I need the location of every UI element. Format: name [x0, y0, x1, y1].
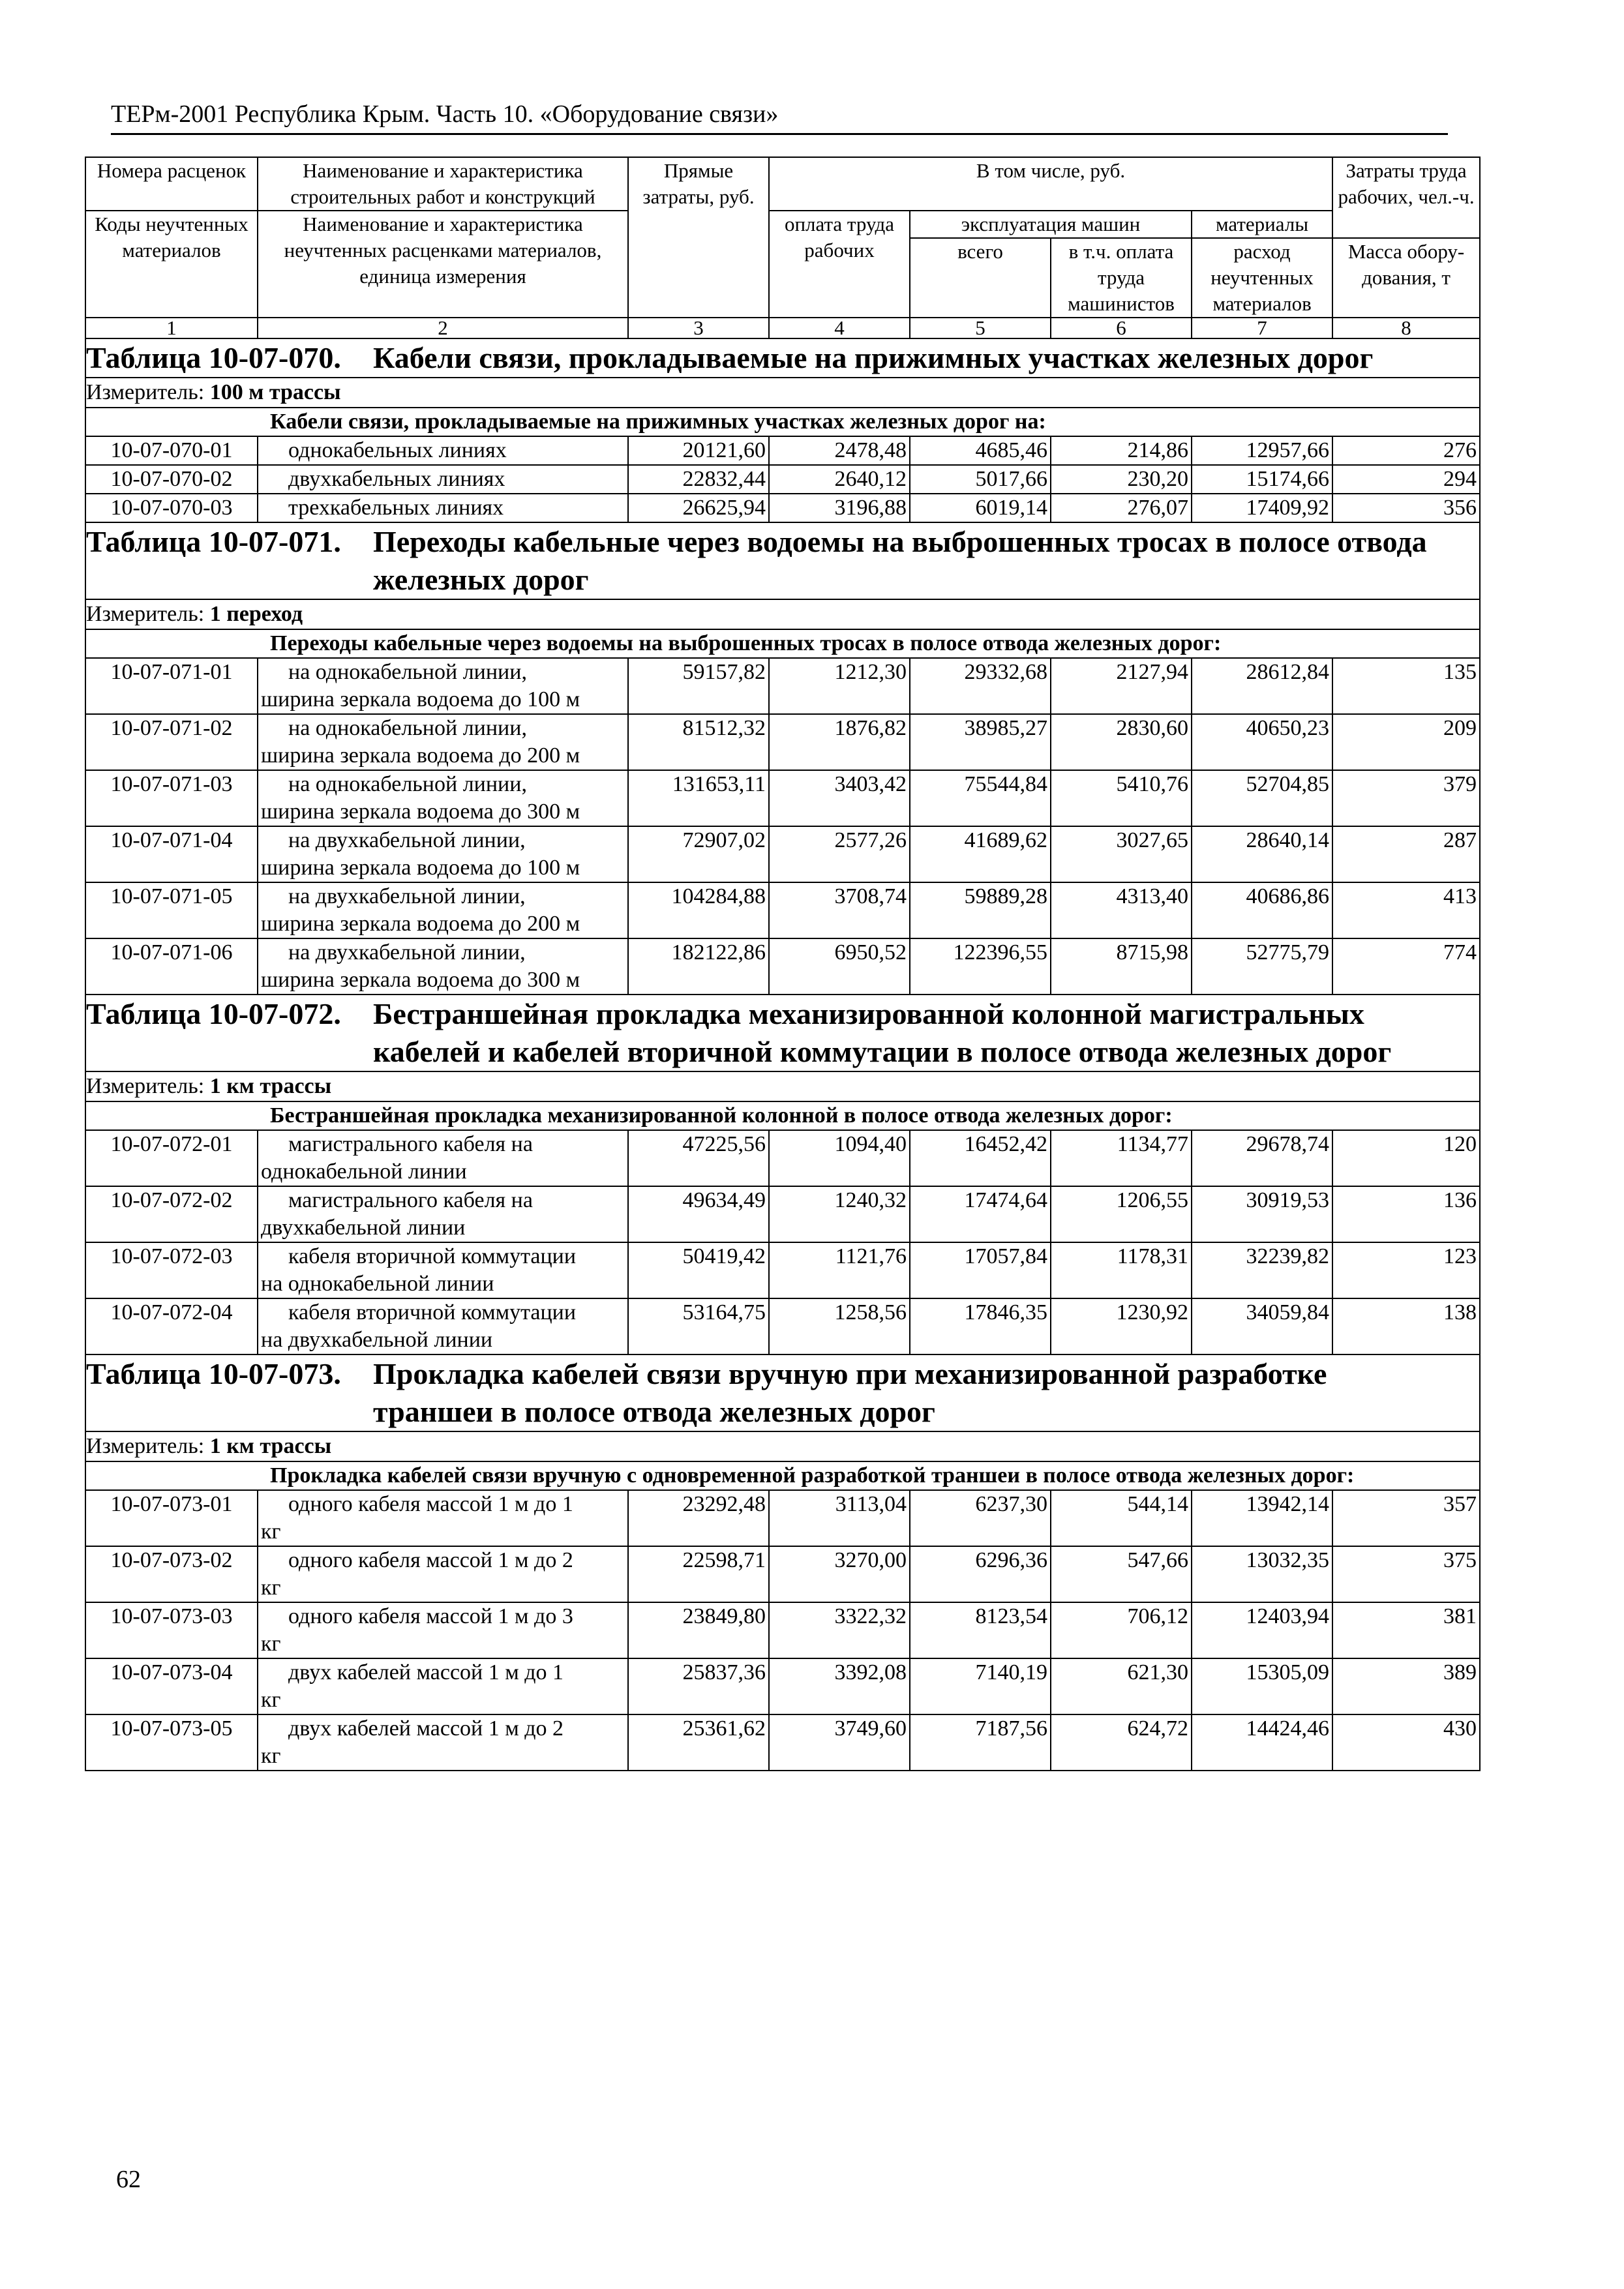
value-v5: 59889,28 — [910, 882, 1051, 938]
value-v8: 389 — [1332, 1658, 1480, 1714]
table-row — [85, 882, 1480, 938]
value-v6: 4313,40 — [1051, 882, 1192, 938]
section-title-row — [85, 1354, 1480, 1431]
rate-name-line1: двух кабелей массой 1 м до 2 — [288, 1716, 564, 1741]
rate-name-line2: ширина зеркала водоема до 300 м — [261, 800, 580, 824]
value-v7: 12403,94 — [1192, 1602, 1332, 1658]
value-v6: 2830,60 — [1051, 714, 1192, 770]
table-row — [85, 1130, 1480, 1186]
rate-code: 10-07-071-03 — [85, 770, 258, 826]
rate-name — [258, 1130, 628, 1186]
rate-name-line2: кг — [261, 1519, 281, 1544]
rate-name-line1: одного кабеля массой 1 м до 1 — [288, 1492, 573, 1516]
rate-name-line1: на двухкабельной линии, — [288, 828, 526, 852]
value-v7: 40686,86 — [1192, 882, 1332, 938]
value-v3: 25361,62 — [628, 1714, 769, 1771]
table-row — [85, 1242, 1480, 1298]
group-title-row — [85, 629, 1480, 658]
group-header: В том числе, руб. — [769, 157, 1332, 211]
value-v3: 182122,86 — [628, 938, 769, 995]
rate-name-line1: на двухкабельной линии, — [288, 884, 526, 908]
rate-name — [258, 1298, 628, 1354]
value-v5: 75544,84 — [910, 770, 1051, 826]
value-v3: 131653,11 — [628, 770, 769, 826]
meter-value: 1 переход — [209, 602, 303, 626]
value-v5: 5017,66 — [910, 465, 1051, 494]
col3-header: Прямые затраты, руб. — [628, 157, 769, 318]
value-v7: 17409,92 — [1192, 494, 1332, 522]
rate-code: 10-07-073-03 — [85, 1602, 258, 1658]
rate-code: 10-07-071-06 — [85, 938, 258, 995]
rate-code: 10-07-072-02 — [85, 1186, 258, 1242]
meter-label: Измеритель: — [86, 380, 205, 404]
rate-name-line1: на однокабельной линии, — [288, 660, 527, 684]
col8-top-header: Затраты труда рабочих, чел.-ч. — [1332, 157, 1480, 238]
value-v6: 8715,98 — [1051, 938, 1192, 995]
column-number: 5 — [910, 318, 1051, 338]
value-v5: 41689,62 — [910, 826, 1051, 882]
rate-name-line1: одного кабеля массой 1 м до 2 — [288, 1548, 573, 1572]
value-v5: 16452,42 — [910, 1130, 1051, 1186]
section-title-row — [85, 522, 1480, 599]
rate-name — [258, 465, 628, 494]
meter-row — [85, 1071, 1480, 1101]
group-title: Переходы кабельные через водоемы на выброшенных тросах в полосе отвода железных дорог: — [85, 629, 1480, 658]
col6-header: в т.ч. оплата труда машинистов — [1051, 238, 1192, 318]
value-v3: 20121,60 — [628, 436, 769, 465]
col7-header: расход неучтенных материалов — [1192, 238, 1332, 318]
value-v8: 430 — [1332, 1714, 1480, 1771]
col1-bottom-header: Коды неучтенных материалов — [85, 211, 258, 318]
rate-name-line2: кг — [261, 1632, 281, 1656]
value-v3: 50419,42 — [628, 1242, 769, 1298]
value-v4: 3270,00 — [769, 1546, 910, 1602]
value-v5: 6296,36 — [910, 1546, 1051, 1602]
table-row — [85, 658, 1480, 714]
value-v8: 413 — [1332, 882, 1480, 938]
table-row — [85, 1714, 1480, 1771]
meter-value: 1 км трассы — [209, 1434, 332, 1458]
rate-name-line1: магистрального кабеля на — [288, 1132, 533, 1156]
value-v6: 1230,92 — [1051, 1298, 1192, 1354]
table-row — [85, 826, 1480, 882]
value-v8: 138 — [1332, 1298, 1480, 1354]
value-v4: 3708,74 — [769, 882, 910, 938]
rate-name — [258, 658, 628, 714]
rate-name-line2: двухкабельной линии — [261, 1216, 466, 1240]
column-number: 7 — [1192, 318, 1332, 338]
column-number: 8 — [1332, 318, 1480, 338]
table-row — [85, 1490, 1480, 1546]
value-v6: 1206,55 — [1051, 1186, 1192, 1242]
section-title — [85, 522, 1480, 599]
rate-name-line2: кг — [261, 1688, 281, 1712]
rate-name-line2: кг — [261, 1576, 281, 1600]
section-title-row — [85, 995, 1480, 1071]
rate-name — [258, 714, 628, 770]
value-v4: 1876,82 — [769, 714, 910, 770]
value-v6: 621,30 — [1051, 1658, 1192, 1714]
value-v6: 214,86 — [1051, 436, 1192, 465]
value-v7: 40650,23 — [1192, 714, 1332, 770]
value-v8: 120 — [1332, 1130, 1480, 1186]
rate-code: 10-07-073-04 — [85, 1658, 258, 1714]
section-heading: Прокладка кабелей связи вручную при механизированной разработке траншеи в полосе отвода железных дорог — [373, 1357, 1327, 1428]
value-v3: 53164,75 — [628, 1298, 769, 1354]
value-v8: 357 — [1332, 1490, 1480, 1546]
rate-code: 10-07-072-01 — [85, 1130, 258, 1186]
rate-name-line1: двух кабелей массой 1 м до 1 — [288, 1660, 564, 1684]
value-v7: 13032,35 — [1192, 1546, 1332, 1602]
value-v6: 706,12 — [1051, 1602, 1192, 1658]
section-label: Таблица 10-07-073. — [86, 1357, 341, 1390]
value-v7: 28640,14 — [1192, 826, 1332, 882]
rate-name-line1: трехкабельных линиях — [288, 496, 504, 520]
value-v6: 3027,65 — [1051, 826, 1192, 882]
value-v6: 624,72 — [1051, 1714, 1192, 1771]
page-header: ТЕРм-2001 Республика Крым. Часть 10. «Оборудование связи» — [111, 98, 1448, 135]
value-v8: 356 — [1332, 494, 1480, 522]
value-v8: 276 — [1332, 436, 1480, 465]
value-v6: 276,07 — [1051, 494, 1192, 522]
value-v7: 29678,74 — [1192, 1130, 1332, 1186]
value-v3: 25837,36 — [628, 1658, 769, 1714]
section-title-row — [85, 338, 1480, 378]
value-v5: 6019,14 — [910, 494, 1051, 522]
rate-name — [258, 882, 628, 938]
rate-name — [258, 1714, 628, 1771]
meter-row — [85, 378, 1480, 408]
value-v7: 32239,82 — [1192, 1242, 1332, 1298]
value-v8: 123 — [1332, 1242, 1480, 1298]
rate-code: 10-07-070-02 — [85, 465, 258, 494]
value-v5: 122396,55 — [910, 938, 1051, 995]
section-heading: Кабели связи, прокладываемые на прижимных участках железных дорог — [373, 341, 1374, 374]
rate-code: 10-07-071-01 — [85, 658, 258, 714]
value-v4: 1240,32 — [769, 1186, 910, 1242]
group-title-row — [85, 1101, 1480, 1130]
value-v3: 22832,44 — [628, 465, 769, 494]
value-v8: 379 — [1332, 770, 1480, 826]
rate-name-line2: ширина зеркала водоема до 100 м — [261, 856, 580, 880]
value-v4: 2640,12 — [769, 465, 910, 494]
value-v6: 2127,94 — [1051, 658, 1192, 714]
value-v5: 17846,35 — [910, 1298, 1051, 1354]
table-row — [85, 1186, 1480, 1242]
machines-header: эксплуатация машин — [910, 211, 1192, 238]
rate-code: 10-07-071-02 — [85, 714, 258, 770]
value-v5: 17057,84 — [910, 1242, 1051, 1298]
column-number: 1 — [85, 318, 258, 338]
rate-name — [258, 1658, 628, 1714]
table-row — [85, 770, 1480, 826]
price-table — [85, 157, 1481, 1771]
section-label: Таблица 10-07-071. — [86, 525, 341, 558]
value-v4: 2478,48 — [769, 436, 910, 465]
value-v5: 29332,68 — [910, 658, 1051, 714]
value-v7: 15305,09 — [1192, 1658, 1332, 1714]
value-v8: 774 — [1332, 938, 1480, 995]
value-v5: 38985,27 — [910, 714, 1051, 770]
value-v5: 7140,19 — [910, 1658, 1051, 1714]
value-v4: 3403,42 — [769, 770, 910, 826]
rate-name — [258, 770, 628, 826]
value-v3: 72907,02 — [628, 826, 769, 882]
section-heading: Переходы кабельные через водоемы на выброшенных тросах в полосе отвода железных дорог — [373, 525, 1427, 596]
rate-name-line1: магистрального кабеля на — [288, 1188, 533, 1212]
value-v6: 1134,77 — [1051, 1130, 1192, 1186]
rate-name — [258, 938, 628, 995]
section-title — [85, 338, 1480, 378]
rate-name-line1: кабеля вторичной коммутации — [288, 1244, 577, 1268]
value-v8: 136 — [1332, 1186, 1480, 1242]
value-v4: 3749,60 — [769, 1714, 910, 1771]
materials-header: материалы — [1192, 211, 1332, 238]
value-v8: 375 — [1332, 1546, 1480, 1602]
col2-top-header: Наименование и характеристика строительных работ и конструкций — [258, 157, 628, 211]
value-v3: 23292,48 — [628, 1490, 769, 1546]
value-v4: 3322,32 — [769, 1602, 910, 1658]
rate-code: 10-07-072-03 — [85, 1242, 258, 1298]
rate-code: 10-07-071-04 — [85, 826, 258, 882]
value-v6: 230,20 — [1051, 465, 1192, 494]
table-row — [85, 714, 1480, 770]
rate-name — [258, 494, 628, 522]
rate-code: 10-07-072-04 — [85, 1298, 258, 1354]
column-number: 3 — [628, 318, 769, 338]
rate-name-line1: кабеля вторичной коммутации — [288, 1300, 577, 1324]
value-v4: 2577,26 — [769, 826, 910, 882]
value-v7: 28612,84 — [1192, 658, 1332, 714]
value-v4: 1258,56 — [769, 1298, 910, 1354]
rate-name — [258, 1490, 628, 1546]
rate-name — [258, 826, 628, 882]
table-row — [85, 465, 1480, 494]
table-row — [85, 1658, 1480, 1714]
rate-name-line2: ширина зеркала водоема до 200 м — [261, 743, 580, 768]
value-v6: 5410,76 — [1051, 770, 1192, 826]
rate-name-line2: ширина зеркала водоема до 300 м — [261, 968, 580, 992]
rate-name-line1: на однокабельной линии, — [288, 772, 527, 796]
meter-label: Измеритель: — [86, 1074, 205, 1098]
meter-value: 100 м трассы — [209, 380, 341, 404]
value-v3: 22598,71 — [628, 1546, 769, 1602]
header-row-1 — [85, 157, 1480, 211]
rate-name-line2: на однокабельной линии — [261, 1272, 494, 1296]
rate-name — [258, 1546, 628, 1602]
column-number: 4 — [769, 318, 910, 338]
col5-header: всего — [910, 238, 1051, 318]
value-v3: 26625,94 — [628, 494, 769, 522]
value-v3: 47225,56 — [628, 1130, 769, 1186]
section-heading: Бестраншейная прокладка механизированной колонной магистральных кабелей и кабелей вторичной коммутации в полосе отвода железных дорог — [373, 997, 1392, 1068]
value-v6: 1178,31 — [1051, 1242, 1192, 1298]
group-title-row — [85, 1461, 1480, 1490]
section-title — [85, 1354, 1480, 1431]
value-v4: 3196,88 — [769, 494, 910, 522]
value-v7: 12957,66 — [1192, 436, 1332, 465]
value-v7: 13942,14 — [1192, 1490, 1332, 1546]
rate-name-line1: на однокабельной линии, — [288, 716, 527, 740]
value-v7: 34059,84 — [1192, 1298, 1332, 1354]
col4-header: оплата труда рабочих — [769, 211, 910, 318]
rate-name-line2: однокабельной линии — [261, 1159, 467, 1184]
section-label: Таблица 10-07-072. — [86, 997, 341, 1030]
rate-name — [258, 1602, 628, 1658]
value-v7: 30919,53 — [1192, 1186, 1332, 1242]
value-v7: 15174,66 — [1192, 465, 1332, 494]
value-v4: 1094,40 — [769, 1130, 910, 1186]
table-row — [85, 1298, 1480, 1354]
value-v5: 8123,54 — [910, 1602, 1051, 1658]
rate-code: 10-07-071-05 — [85, 882, 258, 938]
value-v4: 3113,04 — [769, 1490, 910, 1546]
table-row — [85, 494, 1480, 522]
value-v7: 52704,85 — [1192, 770, 1332, 826]
value-v6: 544,14 — [1051, 1490, 1192, 1546]
rate-name — [258, 436, 628, 465]
value-v7: 52775,79 — [1192, 938, 1332, 995]
meter — [85, 1071, 1480, 1101]
value-v8: 381 — [1332, 1602, 1480, 1658]
rate-name-line1: на двухкабельной линии, — [288, 940, 526, 965]
meter-row — [85, 1431, 1480, 1461]
col2-bottom-header: Наименование и характеристика неучтенных расценками материалов, единица измерения — [258, 211, 628, 318]
table-row — [85, 436, 1480, 465]
rate-name-line2: ширина зеркала водоема до 200 м — [261, 912, 580, 936]
meter-label: Измеритель: — [86, 1434, 205, 1458]
rate-name-line2: на двухкабельной линии — [261, 1328, 493, 1352]
col8-bottom-header: Масса обору-дования, т — [1332, 238, 1480, 318]
meter-label: Измеритель: — [86, 602, 205, 626]
value-v8: 209 — [1332, 714, 1480, 770]
column-numbers-row — [85, 318, 1480, 338]
rate-name-line1: одного кабеля массой 1 м до 3 — [288, 1604, 573, 1628]
section-label: Таблица 10-07-070. — [86, 341, 341, 374]
value-v8: 294 — [1332, 465, 1480, 494]
value-v5: 6237,30 — [910, 1490, 1051, 1546]
meter — [85, 378, 1480, 408]
column-number: 6 — [1051, 318, 1192, 338]
rate-code: 10-07-070-03 — [85, 494, 258, 522]
col1-top-header: Номера расценок — [85, 157, 258, 211]
value-v4: 1121,76 — [769, 1242, 910, 1298]
rate-code: 10-07-070-01 — [85, 436, 258, 465]
group-title-row — [85, 408, 1480, 436]
value-v7: 14424,46 — [1192, 1714, 1332, 1771]
section-title — [85, 995, 1480, 1071]
rate-name-line1: двухкабельных линиях — [288, 467, 505, 491]
meter — [85, 1431, 1480, 1461]
value-v3: 49634,49 — [628, 1186, 769, 1242]
rate-name-line2: кг — [261, 1744, 281, 1768]
rate-code: 10-07-073-02 — [85, 1546, 258, 1602]
value-v3: 81512,32 — [628, 714, 769, 770]
value-v4: 1212,30 — [769, 658, 910, 714]
rate-code: 10-07-073-05 — [85, 1714, 258, 1771]
value-v5: 17474,64 — [910, 1186, 1051, 1242]
group-title: Бестраншейная прокладка механизированной колонной в полосе отвода железных дорог: — [85, 1101, 1480, 1130]
value-v8: 135 — [1332, 658, 1480, 714]
meter — [85, 599, 1480, 629]
meter-row — [85, 599, 1480, 629]
value-v3: 104284,88 — [628, 882, 769, 938]
value-v8: 287 — [1332, 826, 1480, 882]
table-row — [85, 1546, 1480, 1602]
value-v3: 59157,82 — [628, 658, 769, 714]
value-v6: 547,66 — [1051, 1546, 1192, 1602]
value-v4: 6950,52 — [769, 938, 910, 995]
rate-name — [258, 1242, 628, 1298]
column-number: 2 — [258, 318, 628, 338]
rate-name — [258, 1186, 628, 1242]
rate-name-line1: однокабельных линиях — [288, 438, 507, 462]
value-v5: 4685,46 — [910, 436, 1051, 465]
value-v3: 23849,80 — [628, 1602, 769, 1658]
price-table-wrapper — [85, 157, 1479, 1771]
rate-code: 10-07-073-01 — [85, 1490, 258, 1546]
rate-name-line2: ширина зеркала водоема до 100 м — [261, 687, 580, 711]
meter-value: 1 км трассы — [209, 1074, 332, 1098]
header-row-2 — [85, 211, 1480, 238]
group-title: Кабели связи, прокладываемые на прижимных участках железных дорог на: — [85, 408, 1480, 436]
table-row — [85, 938, 1480, 995]
group-title: Прокладка кабелей связи вручную с одновременной разработкой траншеи в полосе отвода железных дорог: — [85, 1461, 1480, 1490]
page-number: 62 — [116, 2166, 141, 2193]
table-row — [85, 1602, 1480, 1658]
value-v4: 3392,08 — [769, 1658, 910, 1714]
value-v5: 7187,56 — [910, 1714, 1051, 1771]
